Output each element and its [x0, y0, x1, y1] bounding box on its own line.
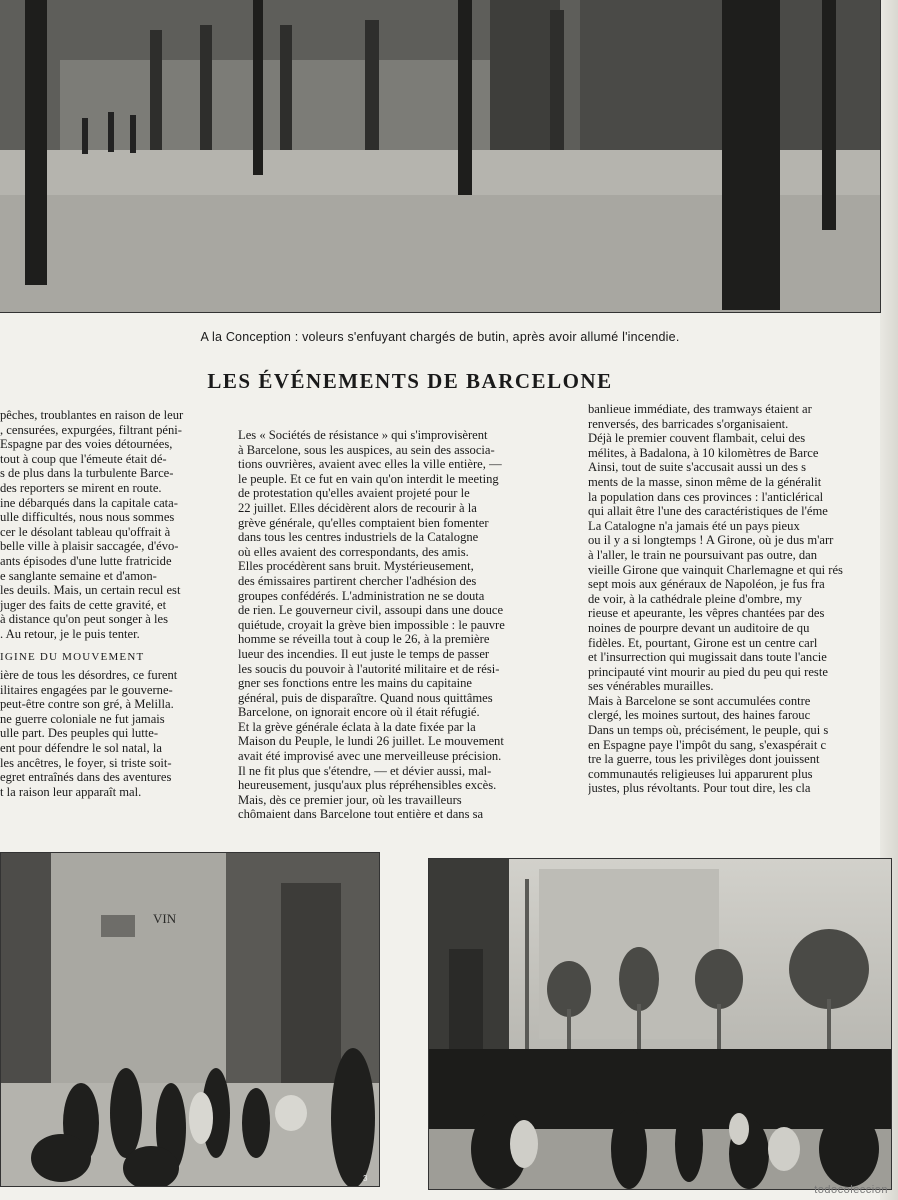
text-line: cer le désolant tableau qu'offrait à — [0, 524, 171, 539]
text-line: e sanglante semaine et d'amon- — [0, 568, 157, 583]
article-column-2 — [238, 428, 576, 858]
text-line: tout à coup que l'émeute était dé- — [0, 451, 167, 466]
text-line: les ancêtres, le foyer, si triste soit- — [0, 755, 172, 770]
text-line: ulle part. Des peuples qui lutte- — [0, 726, 159, 741]
text-line: 22 juillet. Elles décidèrent alors de recourir à la — [238, 500, 477, 515]
text-line: vieille Girone que vainquit Charlemagne et qui rés — [588, 562, 843, 577]
text-line: la population dans ces provinces : l'anticlérical — [588, 489, 824, 504]
text-line: s de plus dans la turbulente Barce- — [0, 466, 174, 481]
section-subhead: IGINE DU MOUVEMENT — [0, 650, 145, 663]
text-line: en Espagne paye l'impôt du sang, s'exaspérait c — [588, 737, 827, 752]
text-line: ants épisodes d'une lutte fratricide — [0, 553, 172, 568]
text-line: Ainsi, tout de suite s'accusait aussi un des s — [588, 460, 807, 475]
photo-number: 3 — [363, 1174, 368, 1183]
text-line: avait été improvisé avec une merveilleuse précision. — [238, 749, 502, 764]
text-line: ent pour défendre le sol natal, la — [0, 741, 162, 756]
text-line: tre la guerre, tous les privilèges dont jouissent — [588, 752, 820, 767]
text-line: Espagne par des voies détournées, — [0, 437, 173, 452]
text-line: des émissaires partirent chercher l'adhésion des — [238, 573, 477, 588]
text-line: Dans un temps où, précisément, le peuple, qui s — [588, 723, 829, 738]
text-line: dans tous les centres industriels de la Catalogne — [238, 530, 479, 545]
text-line: Elles procédèrent sans bruit. Mystérieusement, — [238, 559, 474, 574]
photo-caption: A la Conception : voleurs s'enfuyant chargés de butin, après avoir allumé l'incendie. — [200, 330, 680, 344]
text-line: le peuple. Et ce fut en vain qu'on interdit le meeting — [238, 471, 499, 486]
text-line: La Catalogne n'a jamais été un pays pieux — [588, 518, 800, 533]
watermark-text: todocoleccion — [814, 1184, 888, 1196]
text-line: , censurées, expurgées, filtrant péni- — [0, 422, 182, 437]
text-line: gner ses fonctions entre les mains du capitaine — [238, 676, 472, 691]
text-line: ilitaires engagées par le gouverne- — [0, 682, 173, 697]
text-line: banlieue immédiate, des tramways étaient ar — [588, 402, 812, 416]
text-line: ou il y a si longtemps ! A Girone, où je dus m'arr — [588, 533, 834, 548]
text-line: tions ouvrières, avaient avec elles la ville entière, — — [238, 457, 502, 472]
article-title: LES ÉVÉNEMENTS DE BARCELONE — [207, 369, 613, 393]
text-line: pêches, troublantes en raison de leur — [0, 408, 184, 422]
text-line: Les « Sociétés de résistance » qui s'improvisèrent — [238, 428, 488, 442]
text-line: principauté vint mourir au pied du peu qui reste — [588, 664, 828, 679]
text-line: homme se réveilla tout à coup le 26, à la première — [238, 632, 490, 647]
text-line: justes, plus révoltants. Pour tout dire, les cla — [588, 781, 811, 796]
text-line: général, puis de disparaître. Quand nous quittâmes — [238, 690, 493, 705]
text-line: des reporters se mirent en route. — [0, 480, 162, 495]
text-line: qui allait être l'une des caractéristiques de l'éme — [588, 504, 828, 519]
text-line: de voir, à la cathédrale pleine d'ombre, my — [588, 591, 803, 606]
text-line: Il ne fit plus que s'étendre, — et dévier aussi, mal- — [238, 763, 492, 778]
article-column-1 — [0, 408, 222, 828]
text-line: belle ville à plaisir saccagée, d'évo- — [0, 539, 179, 554]
text-line: les soucis du pouvoir à l'autorité militaire et de rési- — [238, 661, 500, 676]
text-line: lueur des incendies. Il eut juste le temps de passer — [238, 646, 490, 661]
text-line: Barcelone, on ignorait encore où il était réfugié. — [238, 705, 480, 720]
text-line: communautés religieuses lui apparurent plus — [588, 766, 813, 781]
photo-crowd-fire — [428, 858, 892, 1190]
text-line: groupes confédérés. L'administration ne se douta — [238, 588, 485, 603]
text-line: Et la grève générale éclata à la date fixée par la — [238, 719, 476, 734]
shop-sign: VIN — [153, 911, 177, 926]
text-line: de rien. Le gouverneur civil, assoupi dans une douce — [238, 603, 504, 618]
text-line: sept mois aux généraux de Napoléon, je fus fra — [588, 577, 825, 592]
text-line: à distance qu'on peut songer à les — [0, 612, 169, 627]
text-line: et l'insurrection qui mugissait dans toute l'ancie — [588, 650, 827, 665]
text-line: Maison du Peuple, le lundi 26 juillet. Le mouvement — [238, 734, 504, 749]
photo-crowd-fire-image — [429, 859, 891, 1189]
photo-street-looting-image — [1, 853, 379, 1186]
text-line: juger des faits de cette gravité, et — [0, 597, 167, 612]
text-line: heureusement, jusqu'aux plus répréhensibles excès. — [238, 778, 497, 793]
text-line: rieuse et apeurante, les vêpres chantées par des — [588, 606, 825, 621]
text-line: Déjà le premier couvent flambait, celui des — [588, 431, 806, 446]
text-line: quiétude, croyait la grève bien impossible : le pauvre — [238, 617, 505, 632]
text-line: Mais à Barcelone se sont accumulées contre — [588, 693, 811, 708]
text-line: t la raison leur apparaît mal. — [0, 784, 142, 799]
photo-street-looting — [0, 852, 380, 1187]
text-line: ulle difficultés, nous nous sommes — [0, 510, 175, 525]
photo-conception-street-image — [0, 0, 880, 312]
text-line: les deuils. Mais, un certain recul est — [0, 583, 181, 598]
text-line: à Barcelone, sous les auspices, au sein des associa- — [238, 442, 495, 457]
text-line: à l'aller, le train ne poursuivant pas outre, dan — [588, 547, 818, 562]
text-line: peut-être contre son gré, à Melilla. — [0, 697, 174, 712]
text-line: noines de pourpre devant un auditoire de qu — [588, 620, 810, 635]
text-line: ière de tous les désordres, ce furent — [0, 668, 178, 683]
text-line: grève générale, qu'elles comptaient bien fomenter — [238, 515, 489, 530]
text-line: egret entraînés dans des aventures — [0, 770, 172, 785]
text-line: chômaient dans Barcelone tout entière et dans sa — [238, 807, 484, 822]
photo-conception-street — [0, 0, 881, 313]
text-line: mélites, à Badalona, à 10 kilomètres de Barce — [588, 445, 819, 460]
text-line: ses vénérables murailles. — [588, 679, 714, 694]
text-line: clergé, les moines surtout, des haines farouc — [588, 708, 811, 723]
text-line: renversés, des barricades s'organisaient. — [588, 416, 789, 431]
text-line: Mais, dès ce premier jour, où les travailleurs — [238, 792, 462, 807]
article-column-3 — [588, 402, 898, 834]
text-line: de protestation qu'elles avaient projeté pour le — [238, 486, 470, 501]
text-line: . Au retour, je le puis tenter. — [0, 626, 140, 641]
text-line: ne guerre coloniale ne fut jamais — [0, 711, 165, 726]
text-line: où elles avaient des correspondants, des amis. — [238, 544, 469, 559]
text-line: ine débarqués dans la capitale cata- — [0, 495, 178, 510]
text-line: fidèles. Et, pourtant, Girone est un centre carl — [588, 635, 818, 650]
text-line: ments de la masse, sinon même de la généralit — [588, 474, 822, 489]
